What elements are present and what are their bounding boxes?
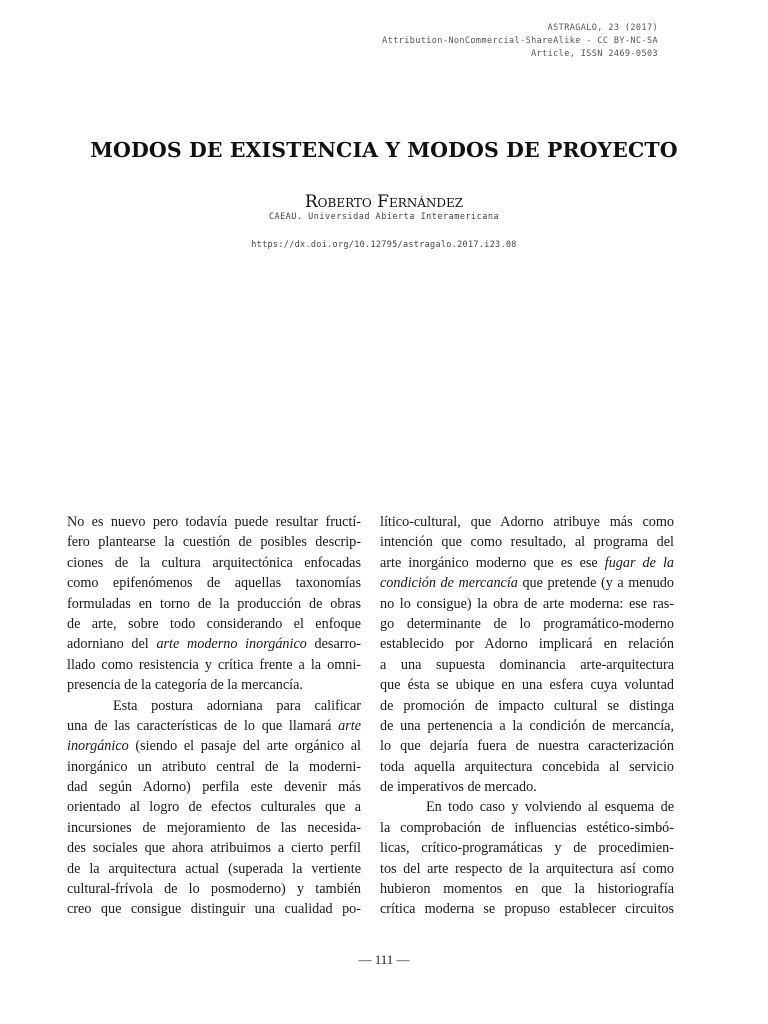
- text-line: inorgánico (siendo el pasaje del arte orgánico al: [67, 738, 361, 755]
- text-line: arte inorgánico moderno que es ese fugar de la: [380, 554, 674, 571]
- text-line: tos del arte respecto de la arquitectura así como: [380, 860, 674, 877]
- text-line: de una pertenencia a la condición de mercancía,: [380, 717, 674, 734]
- text-line: Esta postura adorniana para calificar: [113, 697, 361, 714]
- body-column-left: [67, 512, 361, 920]
- author-name: Roberto Fernández: [304, 192, 464, 212]
- text-line: inorgánico un atributo central de la moderni-: [67, 758, 361, 775]
- text-line: a una supuesta dominancia arte-arquitectura: [380, 656, 674, 673]
- text-line: formuladas en torno de la producción de obras: [67, 595, 361, 612]
- text-line: cultural-frívola de lo posmoderno) y también: [67, 881, 361, 898]
- page-number: — 111 —: [358, 952, 410, 967]
- text-line: crítica moderna se propuso establecer circuitos: [380, 901, 674, 918]
- text-line: la comprobación de influencias estético-simbó-: [380, 819, 674, 836]
- text-line: go determinante de lo programático-moderno: [380, 615, 674, 632]
- text-line: fero plantearse la cuestión de posibles descrip-: [67, 534, 361, 551]
- license-line: Attribution-NonCommercial-ShareAlike - CC BY-NC-SA: [382, 36, 658, 46]
- text-line: establecido por Adorno implicará en relación: [380, 636, 674, 653]
- doi-link[interactable]: https://dx.doi.org/10.12795/astragalo.2017.i23.08: [251, 240, 517, 250]
- text-line: des sociales que ahora atribuimos a cierto perfil: [67, 840, 361, 857]
- text-line: no lo consigue) la obra de arte moderna: ese ras-: [380, 595, 674, 612]
- issn-line: Article, ISSN 2469-0503: [531, 49, 658, 59]
- journal-citation: ASTRAGALO, 23 (2017): [547, 23, 658, 33]
- text-line: de la arquitectura actual (superada la vertiente: [67, 860, 361, 877]
- text-line: de imperativos de mercado.: [380, 779, 537, 796]
- text-line: lo que dejaría fuera de nuestra caracterización: [380, 738, 674, 755]
- journal-metadata: [382, 22, 658, 61]
- text-line: que ésta se ubique en una esfera cuya voluntad: [380, 677, 674, 694]
- text-line: ciones de la cultura arquitectónica enfocadas: [67, 554, 361, 571]
- text-line: toda aquella arquitectura concebida al servicio: [380, 758, 674, 775]
- text-line: creo que consigue distinguir una cualidad po-: [67, 901, 361, 918]
- text-line: intención que como resultado, al programa del: [380, 534, 674, 551]
- text-line: hubieron momentos en que la historiografía: [380, 881, 674, 898]
- text-line: lítico-cultural, que Adorno atribuye más como: [380, 514, 674, 530]
- text-line: adorniano del arte moderno inorgánico desarro-: [67, 636, 362, 653]
- text-line: una de las características de lo que llamará arte: [67, 717, 361, 734]
- text-line: incursiones de mejoramiento de las necesida-: [67, 819, 361, 836]
- body-column-right: [380, 512, 674, 920]
- text-line: condición de mercancía que pretende (y a menudo: [380, 575, 674, 592]
- article-title: MODOS DE EXISTENCIA Y MODOS DE PROYECTO: [90, 138, 678, 162]
- text-line: de arte, sobre todo considerando el enfoque: [67, 615, 361, 632]
- text-line: orientado al logro de efectos culturales que a: [67, 799, 361, 816]
- text-line: de promoción de impacto cultural se distinga: [380, 697, 674, 714]
- text-line: En todo caso y volviendo al esquema de: [426, 799, 674, 816]
- text-line: presencia de la categoría de la mercancía.: [67, 677, 303, 694]
- text-line: No es nuevo pero todavía puede resultar fructí-: [67, 514, 361, 530]
- text-line: dad según Adorno) perfila este devenir más: [67, 779, 361, 796]
- text-line: llado como resistencia y crítica frente a la omni-: [67, 656, 361, 673]
- author-affiliation: CAEAU. Universidad Abierta Interamericana: [268, 212, 500, 222]
- text-line: licas, crítico-programáticas y de procedimien-: [380, 840, 674, 857]
- text-line: como epifenómenos de aquellas taxonomías: [67, 575, 361, 592]
